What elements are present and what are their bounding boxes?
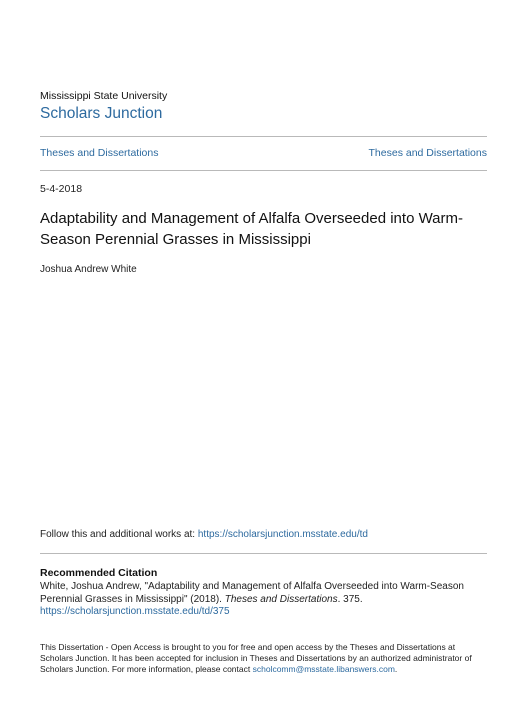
citation-part-2: . 375. [337,593,363,605]
citation-text [40,581,487,619]
follow-link[interactable]: https://scholarsjunction.msstate.edu/td [197,529,368,540]
citation-link[interactable]: https://scholarsjunction.msstate.edu/td/375 [40,606,230,617]
notice-text: This Dissertation - Open Access is brought to you for free and open access by the Theses and Dissertations at Scholars Junction. It has been accepted for inclusion in Theses and Dissertations by an authorized administrator of Scholars Junction. For more information, please contact [40,642,472,674]
publication-date: 5-4-2018 [40,183,83,195]
divider-bottom [40,553,487,554]
contact-email-link[interactable]: scholcomm@msstate.libanswers.com [252,664,395,674]
collection-links [40,147,487,159]
citation-part-1: White, Joshua Andrew, "Adaptability and Management of Alfalfa Overseeded into Warm-Season Perennial Grasses in Mississippi" (2018). [40,581,464,605]
repository-link[interactable]: Scholars Junction [40,105,163,122]
notice-end: . [394,664,398,674]
cover-page [40,0,487,720]
citation-series: Theses and Dissertations [224,593,338,605]
collection-link-right[interactable]: Theses and Dissertations [368,147,487,159]
recommended-citation-heading: Recommended Citation [40,567,158,579]
title-line-2: Season Perennial Grasses in Mississippi [40,231,311,248]
collection-link-left[interactable]: Theses and Dissertations [40,147,159,159]
follow-line [40,529,368,540]
institution-name: Mississippi State University [40,90,168,102]
title-line-1: Adaptability and Management of Alfalfa Overseeded into Warm- [40,210,464,227]
follow-label: Follow this and additional works at: [40,529,198,540]
access-notice [40,642,487,675]
divider-top [40,136,487,137]
divider-middle [40,170,487,171]
document-title [40,208,487,250]
author-name: Joshua Andrew White [40,264,137,275]
